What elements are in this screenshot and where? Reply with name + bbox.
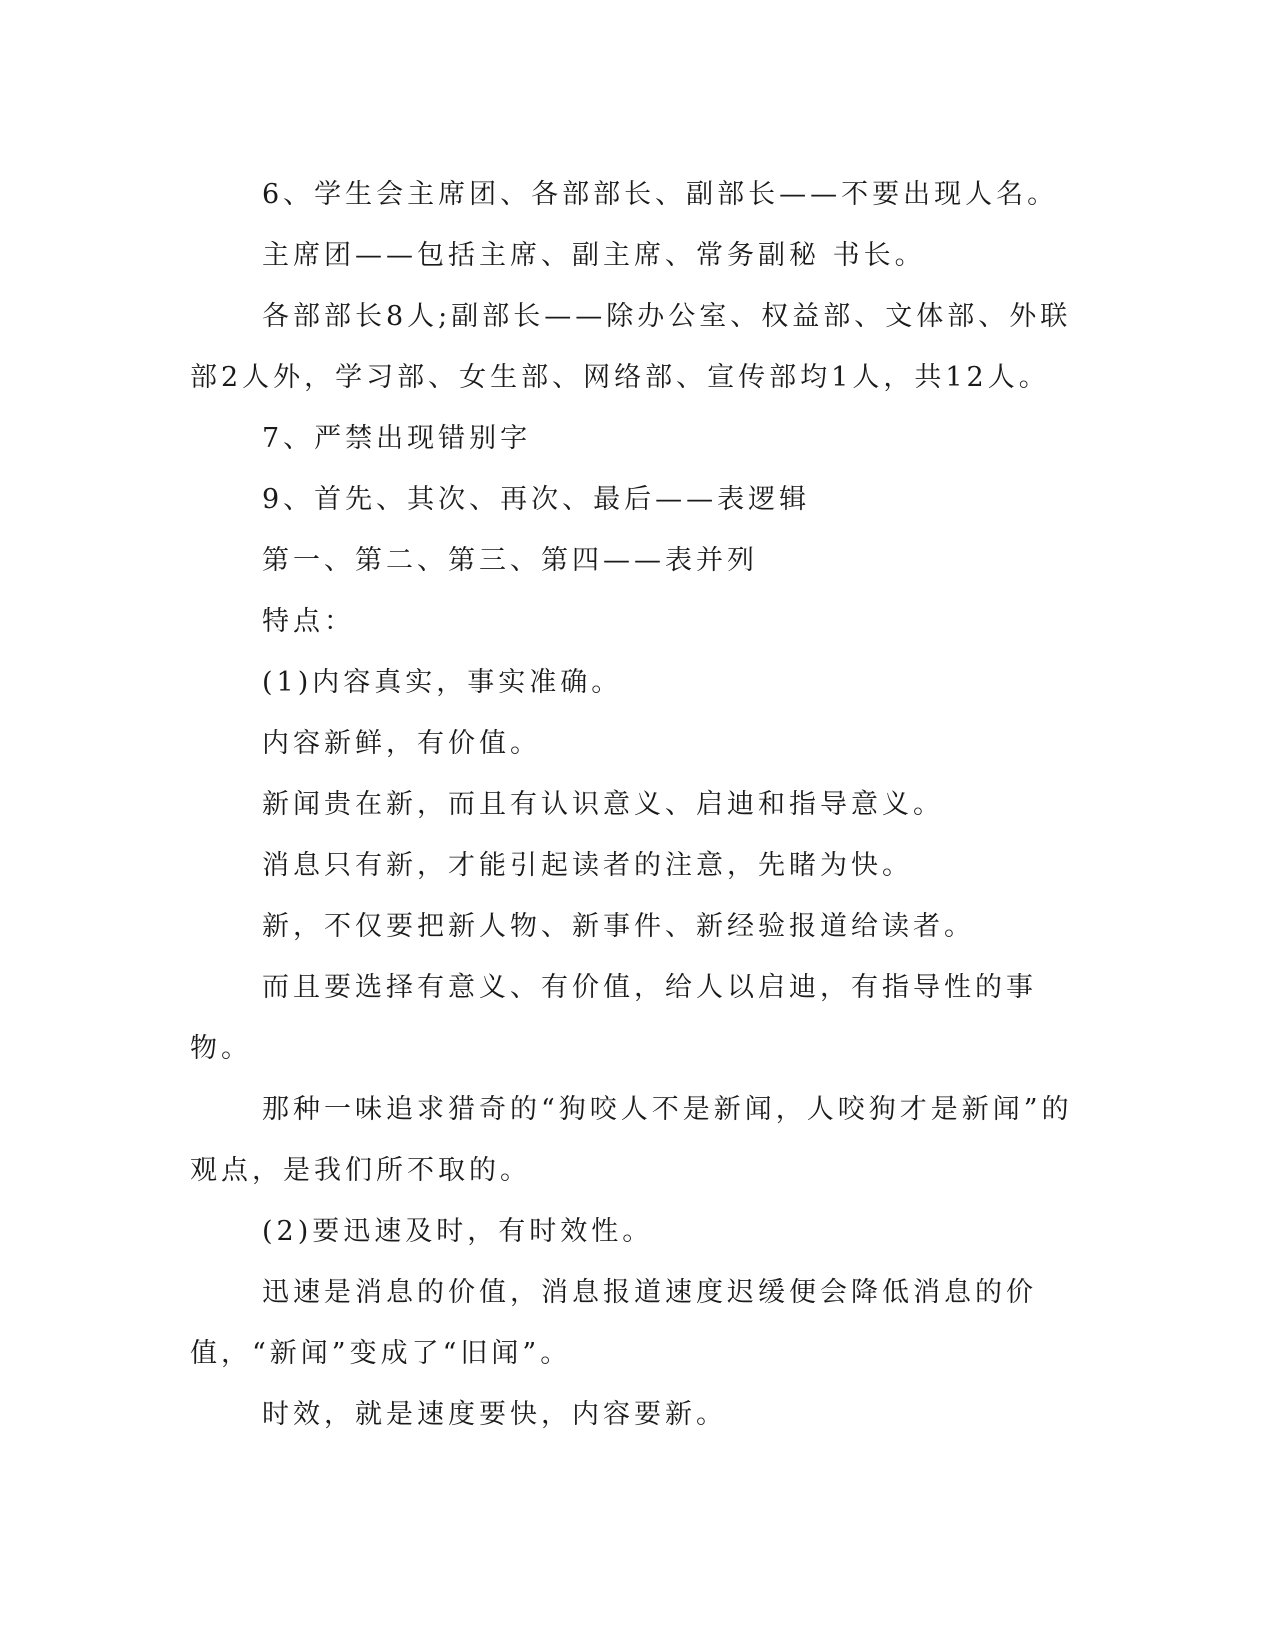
paragraph-meaningful: 而且要选择有意义、有价值，给人以启迪，有指导性的事物。 xyxy=(190,972,1037,1064)
paragraph-logic-words: 9、首先、其次、再次、最后——表逻辑 xyxy=(262,484,811,515)
paragraph-new-report: 新，不仅要把新人物、新事件、新经验报道给读者。 xyxy=(262,911,975,942)
paragraph-feature-2: (2)要迅速及时，有时效性。 xyxy=(262,1216,654,1247)
paragraph-feature-1: (1)内容真实，事实准确。 xyxy=(262,667,623,698)
paragraph-fresh-content: 内容新鲜，有价值。 xyxy=(262,728,541,759)
paragraph-features-heading: 特点： xyxy=(262,606,355,637)
paragraph-speed-value: 迅速是消息的价值，消息报道速度迟缓便会降低消息的价值，“新闻”变成了“旧闻”。 xyxy=(190,1277,1037,1369)
document-body xyxy=(190,164,1080,1445)
paragraph-department-heads: 各部部长8人;副部长——除办公室、权益部、文体部、外联部2人外，学习部、女生部、网络部、宣传部均1人，共12人。 xyxy=(190,301,1072,393)
paragraph-no-typos: 7、严禁出现错别字 xyxy=(262,423,532,454)
paragraph-presidium: 主席团——包括主席、副主席、常务副秘 书长。 xyxy=(262,240,926,271)
paragraph-news-new: 消息只有新，才能引起读者的注意，先睹为快。 xyxy=(262,850,913,881)
paragraph-timeliness: 时效，就是速度要快，内容要新。 xyxy=(262,1399,727,1430)
paragraph-dog-bites-man: 那种一味追求猎奇的“狗咬人不是新闻，人咬狗才是新闻”的观点，是我们所不取的。 xyxy=(190,1094,1073,1186)
paragraph-student-union-rule: 6、学生会主席团、各部部长、副部长——不要出现人名。 xyxy=(262,179,1059,210)
paragraph-parallel-words: 第一、第二、第三、第四——表并列 xyxy=(262,545,758,576)
paragraph-news-value: 新闻贵在新，而且有认识意义、启迪和指导意义。 xyxy=(262,789,944,820)
